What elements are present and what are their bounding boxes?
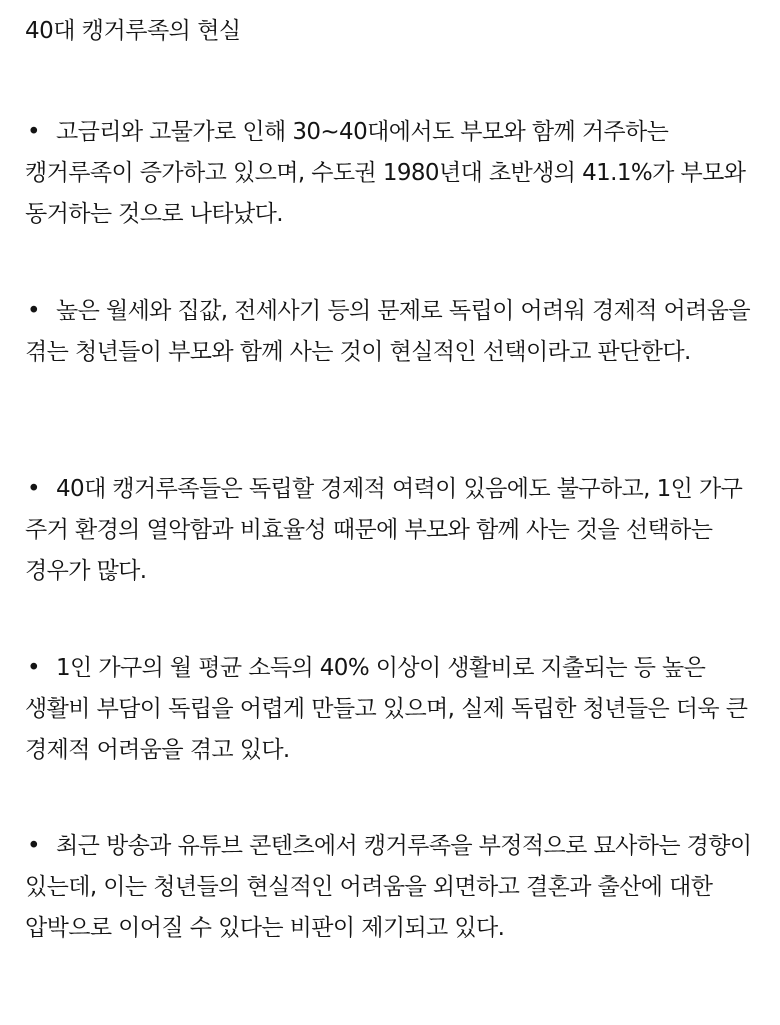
bullet-text: 1인 가구의 월 평균 소득의 40% 이상이 생활비로 지출되는 등 높은 생활비 부담이 독립을 어렵게 만들고 있으며, 실제 독립한 청년들은 더욱 큰 경제적 어려움을 겪고 있다.: [25, 654, 748, 763]
list-item: [25, 291, 765, 466]
bullet-icon: •: [27, 476, 40, 502]
list-item: [25, 112, 765, 287]
bullet-text: 높은 월세와 집값, 전세사기 등의 문제로 독립이 어려워 경제적 어려움을 겪는 청년들이 부모와 함께 사는 것이 현실적인 선택이라고 판단한다.: [25, 297, 751, 365]
bullet-text: 40대 캥거루족들은 독립할 경제적 여력이 있음에도 불구하고, 1인 가구 주거 환경의 열악함과 비효율성 때문에 부모와 함께 사는 것을 선택하는 경우가 많다.: [25, 476, 743, 584]
bullet-icon: •: [27, 297, 40, 324]
bullet-text: 최근 방송과 유튜브 콘텐츠에서 캥거루족을 부정적으로 묘사하는 경향이 있는데, 이는 청년들의 현실적인 어려움을 외면하고 결혼과 출산에 대한 압박으로 이어질 수 있다는 비판이 제기되고 있다.: [25, 833, 752, 941]
list-item: [25, 648, 765, 823]
bullet-icon: •: [27, 833, 40, 859]
list-item: [25, 826, 765, 1001]
bullet-paragraph: [25, 291, 765, 373]
bullet-text: 고금리와 고물가로 인해 30~40대에서도 부모와 함께 거주하는 캥거루족이 증가하고 있으며, 수도권 1980년대 초반생의 41.1%가 부모와 동거하는 것으로 나타났다.: [25, 119, 746, 227]
bullet-icon: •: [27, 119, 40, 145]
bullet-paragraph: [25, 648, 765, 771]
bullet-paragraph: [25, 112, 765, 235]
bullet-paragraph: [25, 469, 765, 592]
bullet-paragraph: [25, 826, 765, 949]
bullet-list: [25, 112, 765, 1005]
article: [25, 0, 765, 941]
list-item: [25, 469, 765, 644]
bullet-icon: •: [27, 654, 40, 681]
article-title: 40대 캥거루족의 현실: [25, 18, 241, 44]
